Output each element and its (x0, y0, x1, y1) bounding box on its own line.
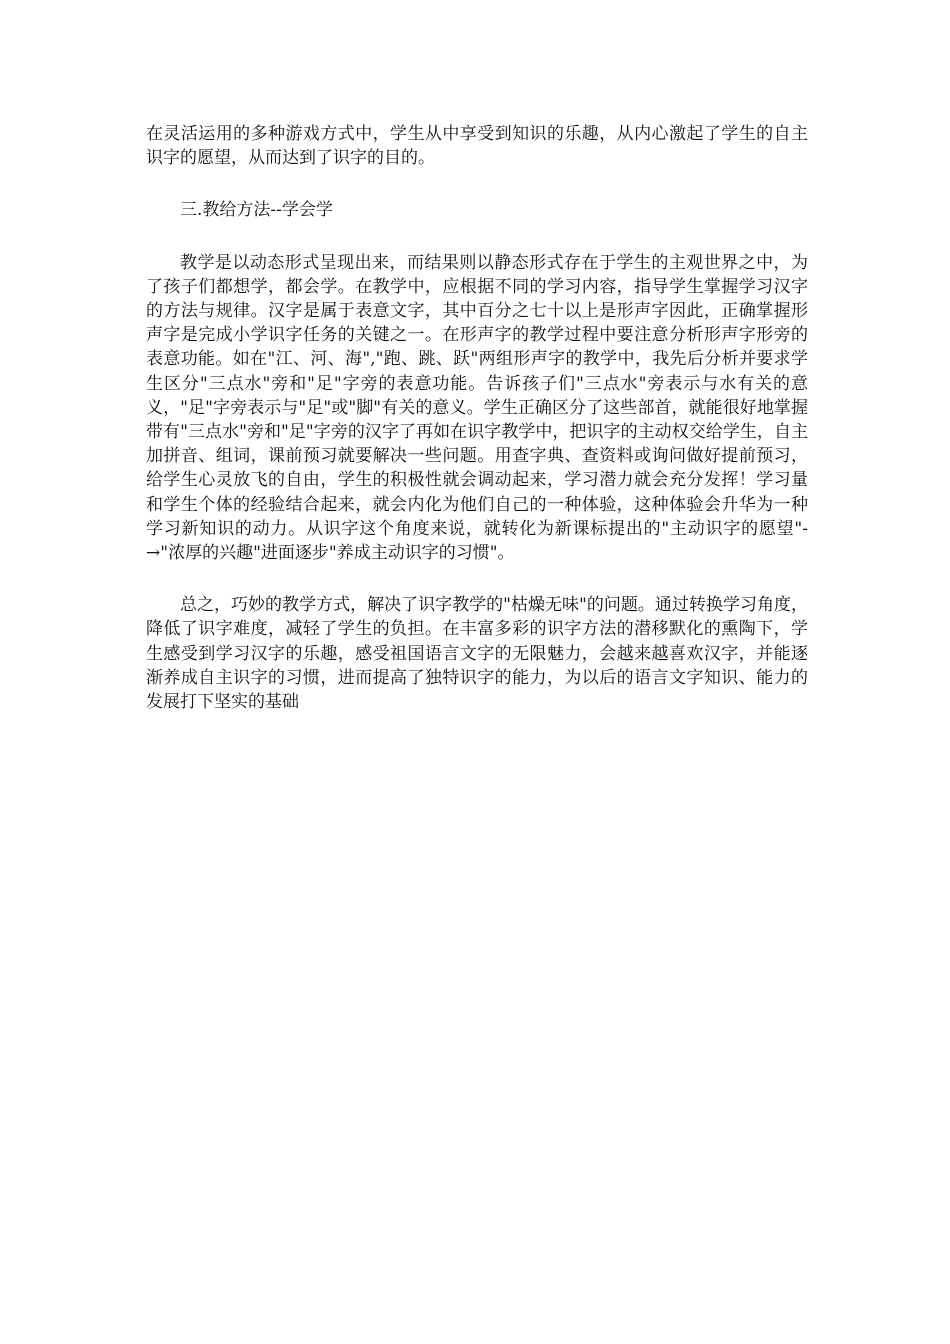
paragraph-1: 在灵活运用的多种游戏方式中，学生从中享受到知识的乐趣，从内心激起了学生的自主识字的愿望，从而达到了识字的目的。 (146, 124, 808, 169)
document-body (146, 122, 808, 714)
paragraph-3: 总之，巧妙的教学方式，解决了识字教学的"枯燥无味"的问题。通过转换学习角度，降低了识字难度，减轻了学生的负担。在丰富多彩的识字方法的潜移默化的熏陶下，学生感受到学习汉字的乐趣，感受祖国语言文字的无限魅力，会越来越喜欢汉字，并能逐渐养成自主识字的习惯，进而提高了独特识字的能力，为以后的语言文字知识、能力的发展打下坚实的基础 (146, 595, 808, 713)
paragraph-2: 教学是以动态形式呈现出来，而结果则以静态形式存在于学生的主观世界之中，为了孩子们都想学，都会学。在教学中，应根据不同的学习内容，指导学生掌握学习汉字的方法与规律。汉字是属于表意文字，其中百分之七十以上是形声字因此，正确掌握形声字是完成小学识字任务的关键之一。在形声字的教学过程中要注意分析形声字形旁的表意功能。如在"江、河、海","跑、跳、跃"两组形声字的教学中，我先后分析并要求学生区分"三点水"旁和"足"字旁的表意功能。告诉孩子们"三点水"旁表示与水有关的意义，"足"字旁表示与"足"或"脚"有关的意义。学生正确区分了这些部首，就能很好地掌握带有"三点水"旁和"足"字旁的汉字了再如在识字教学中，把识字的主动权交给学生，自主加拼音、组词，课前预习就要解决一些问题。用查字典、查资料或询问做好提前预习，给学生心灵放飞的自由，学生的积极性就会调动起来，学习潜力就会充分发挥！学习量和学生个体的经验结合起来，就会内化为他们自己的一种体验，这种体验会升华为一种学习新知识的动力。从识字这个角度来说，就转化为新课标提出的"主动识字的愿望"-→"浓厚的兴趣"进面逐步"养成主动识字的习惯"。 (146, 252, 808, 564)
section-heading-3: 三.教给方法--学会学 (180, 200, 333, 221)
